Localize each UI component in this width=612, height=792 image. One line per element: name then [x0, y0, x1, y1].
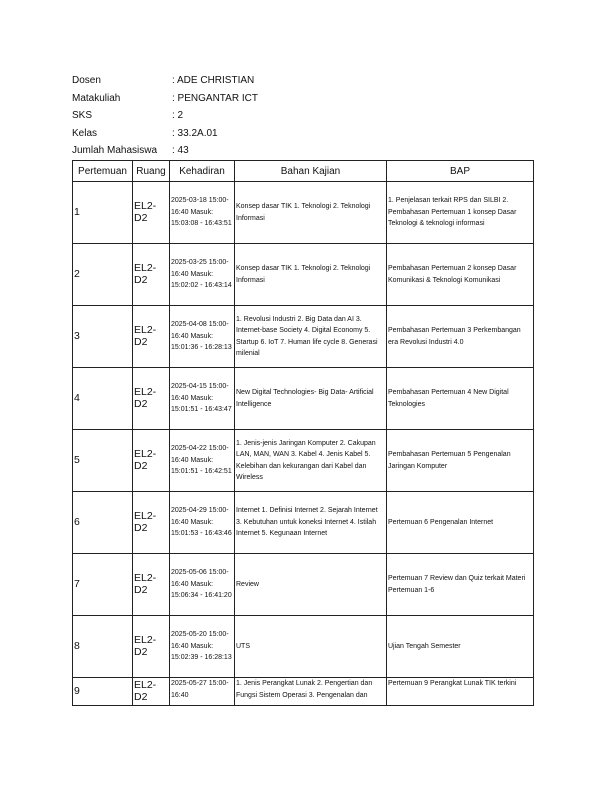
cell-bap-text: Pembahasan Pertemuan 5 Pengenalan Jaringan Komputer: [388, 451, 511, 470]
cell-bap-text: 1. Penjelasan terkait RPS dan SILBI 2. Pembahasan Pertemuan 1 konsep Dasar Teknologi & teknologi informasi: [388, 197, 517, 228]
cell-ruang-text: EL2-D2: [134, 572, 157, 596]
cell-bahan-kajian: [235, 554, 387, 616]
cell-ruang: [133, 492, 170, 554]
cell-bahan-kajian: [235, 368, 387, 430]
table-row: [73, 430, 534, 492]
cell-pertemuan-text: 3: [74, 329, 80, 342]
cell-bahan-kajian: [235, 244, 387, 306]
cell-pertemuan: [73, 554, 133, 616]
table-row: [73, 368, 534, 430]
cell-pertemuan-text: 1: [74, 205, 80, 218]
cell-kehadiran: [170, 554, 235, 616]
cell-pertemuan-text: 4: [74, 391, 80, 404]
cell-pertemuan: [73, 430, 133, 492]
cell-ruang: [133, 554, 170, 616]
cell-pertemuan: [73, 368, 133, 430]
cell-pertemuan-text: 9: [74, 684, 80, 697]
cell-bahan-kajian-text: New Digital Technologies- Big Data- Artificial Intelligence: [236, 389, 374, 408]
cell-kehadiran: [170, 678, 235, 706]
header-pertemuan: Pertemuan: [73, 161, 133, 182]
cell-kehadiran-text: 2025-04-15 15:00-16:40 Masuk: 15:01:51 - 16:43:47: [171, 383, 232, 414]
cell-bap-text: Pembahasan Pertemuan 3 Perkembangan era Revolusi Industri 4.0: [388, 327, 521, 346]
cell-kehadiran-text: 2025-04-08 15:00-16:40 Masuk: 15:01:36 - 16:28:13: [171, 321, 232, 352]
cell-bahan-kajian-text: Internet 1. Definisi Internet 2. Sejarah Internet 3. Kebutuhan untuk koneksi Internet 4. Istilah Internet 5. Kegunaan Internet: [236, 507, 378, 538]
cell-kehadiran: [170, 616, 235, 678]
table-row: [73, 244, 534, 306]
cell-ruang-text: EL2-D2: [134, 679, 157, 703]
cell-bahan-kajian: [235, 492, 387, 554]
cell-ruang-text: EL2-D2: [134, 510, 157, 534]
cell-bahan-kajian-text: Review: [236, 580, 259, 588]
cell-kehadiran-text: 2025-05-20 15:00-16:40 Masuk: 15:02:39 - 16:28:13: [171, 631, 232, 662]
cell-bap-text: Pertemuan 6 Pengenalan Internet: [388, 518, 494, 526]
cell-bahan-kajian-text: 1. Jenis Perangkat Lunak 2. Pengertian dan Fungsi Sistem Operasi 3. Pengenalan dan: [236, 680, 373, 699]
cell-bap: [387, 182, 534, 244]
cell-pertemuan-text: 6: [74, 515, 80, 528]
cell-bahan-kajian: [235, 616, 387, 678]
table-row: [73, 554, 534, 616]
cell-bahan-kajian: [235, 182, 387, 244]
cell-kehadiran: [170, 306, 235, 368]
cell-ruang: [133, 182, 170, 244]
cell-pertemuan: [73, 616, 133, 678]
cell-bap-text: Pembahasan Pertemuan 4 New Digital Teknologies: [388, 389, 509, 408]
info-value: : 43: [172, 145, 189, 157]
cell-kehadiran-text: 2025-05-06 15:00-16:40 Masuk: 15:06:34 - 16:41:20: [171, 569, 232, 600]
table-row: [73, 306, 534, 368]
cell-pertemuan-text: 5: [74, 453, 80, 466]
table-header-row: [73, 161, 534, 182]
cell-kehadiran-text: 2025-03-25 15:00-16:40 Masuk: 15:02:02 - 16:43:14: [171, 259, 232, 290]
cell-bahan-kajian-text: Konsep dasar TIK 1. Teknologi 2. Teknologi Informasi: [236, 265, 371, 284]
cell-bap: [387, 554, 534, 616]
cell-kehadiran: [170, 368, 235, 430]
cell-bap-text: Pertemuan 9 Perangkat Lunak TIK terkini: [388, 680, 517, 687]
info-value: : ADE CHRISTIAN: [172, 75, 255, 87]
cell-ruang-text: EL2-D2: [134, 634, 157, 658]
cell-bahan-kajian: [235, 430, 387, 492]
cell-kehadiran: [170, 182, 235, 244]
cell-pertemuan: [73, 678, 133, 706]
cell-kehadiran-text: 2025-03-18 15:00-16:40 Masuk: 15:03:08 - 16:43:51: [171, 197, 232, 228]
cell-bap: [387, 244, 534, 306]
info-value: : 33.2A.01: [172, 127, 218, 139]
cell-bap-text: Pertemuan 7 Review dan Quiz terkait Materi Pertemuan 1-6: [388, 575, 526, 594]
cell-pertemuan: [73, 182, 133, 244]
cell-bap: [387, 306, 534, 368]
cell-ruang: [133, 430, 170, 492]
cell-ruang: [133, 368, 170, 430]
cell-pertemuan-text: 8: [74, 639, 80, 652]
cell-ruang: [133, 616, 170, 678]
cell-ruang-text: EL2-D2: [134, 448, 157, 472]
header-bahan-kajian: Bahan Kajian: [235, 161, 387, 182]
info-row: [72, 90, 258, 108]
table-row: [73, 492, 534, 554]
cell-pertemuan: [73, 306, 133, 368]
cell-pertemuan: [73, 492, 133, 554]
info-row: [72, 107, 258, 125]
cell-bahan-kajian: [235, 678, 387, 706]
cell-ruang: [133, 678, 170, 706]
cell-bap: [387, 368, 534, 430]
info-row: [72, 142, 258, 160]
info-label: Jumlah Mahasiswa: [72, 145, 158, 157]
header-ruang: Ruang: [133, 161, 170, 182]
cell-bap-text: Pembahasan Pertemuan 2 konsep Dasar Komunikasi & Teknologi Komunikasi: [388, 265, 517, 284]
cell-bap: [387, 430, 534, 492]
cell-ruang-text: EL2-D2: [134, 262, 157, 286]
cell-kehadiran: [170, 492, 235, 554]
cell-bahan-kajian-text: 1. Jenis-jenis Jaringan Komputer 2. Cakupan LAN, MAN, WAN 3. Kabel 4. Jenis Kabel 5. Kelebihan dan kekurangan dari Kabel dan Wireless: [236, 439, 376, 481]
info-label: Dosen: [72, 75, 101, 87]
cell-ruang-text: EL2-D2: [134, 200, 157, 224]
info-value: : 2: [172, 110, 184, 122]
cell-pertemuan: [73, 244, 133, 306]
cell-bahan-kajian: [235, 306, 387, 368]
info-label: Kelas: [72, 127, 98, 139]
cell-bap: [387, 492, 534, 554]
header-kehadiran: Kehadiran: [170, 161, 235, 182]
table-row: [73, 182, 534, 244]
cell-bahan-kajian-text: Konsep dasar TIK 1. Teknologi 2. Teknologi Informasi: [236, 203, 371, 222]
cell-kehadiran: [170, 244, 235, 306]
info-row: [72, 72, 258, 90]
cell-kehadiran-text: 2025-04-22 15:00-16:40 Masuk: 15:01:51 - 16:42:51: [171, 445, 232, 476]
cell-ruang-text: EL2-D2: [134, 386, 157, 410]
cell-bap-text: Ujian Tengah Semester: [388, 642, 461, 650]
cell-ruang: [133, 244, 170, 306]
header-bap: BAP: [387, 161, 534, 182]
cell-ruang: [133, 306, 170, 368]
cell-bahan-kajian-text: 1. Revolusi Industri 2. Big Data dan AI 3. Internet-base Society 4. Digital Economy 5. Startup 6. IoT 7. Human life cycle 8. Generasi milenial: [236, 315, 378, 357]
cell-kehadiran: [170, 430, 235, 492]
cell-kehadiran-text: 2025-04-29 15:00-16:40 Masuk: 15:01:53 - 16:43:46: [171, 507, 232, 538]
cell-bap: [387, 678, 534, 706]
info-value: : PENGANTAR ICT: [172, 92, 258, 104]
table-row: [73, 616, 534, 678]
cell-kehadiran-text: 2025-05-27 15:00-16:40: [171, 680, 229, 699]
cell-pertemuan-text: 2: [74, 267, 80, 280]
table-row: [73, 678, 534, 706]
info-label: Matakuliah: [72, 92, 121, 104]
course-info: [72, 72, 258, 160]
cell-ruang-text: EL2-D2: [134, 324, 157, 348]
info-row: [72, 125, 258, 143]
attendance-table: [72, 160, 534, 706]
info-label: SKS: [72, 110, 93, 122]
cell-bap: [387, 616, 534, 678]
cell-bahan-kajian-text: UTS: [236, 642, 250, 650]
cell-pertemuan-text: 7: [74, 577, 80, 590]
